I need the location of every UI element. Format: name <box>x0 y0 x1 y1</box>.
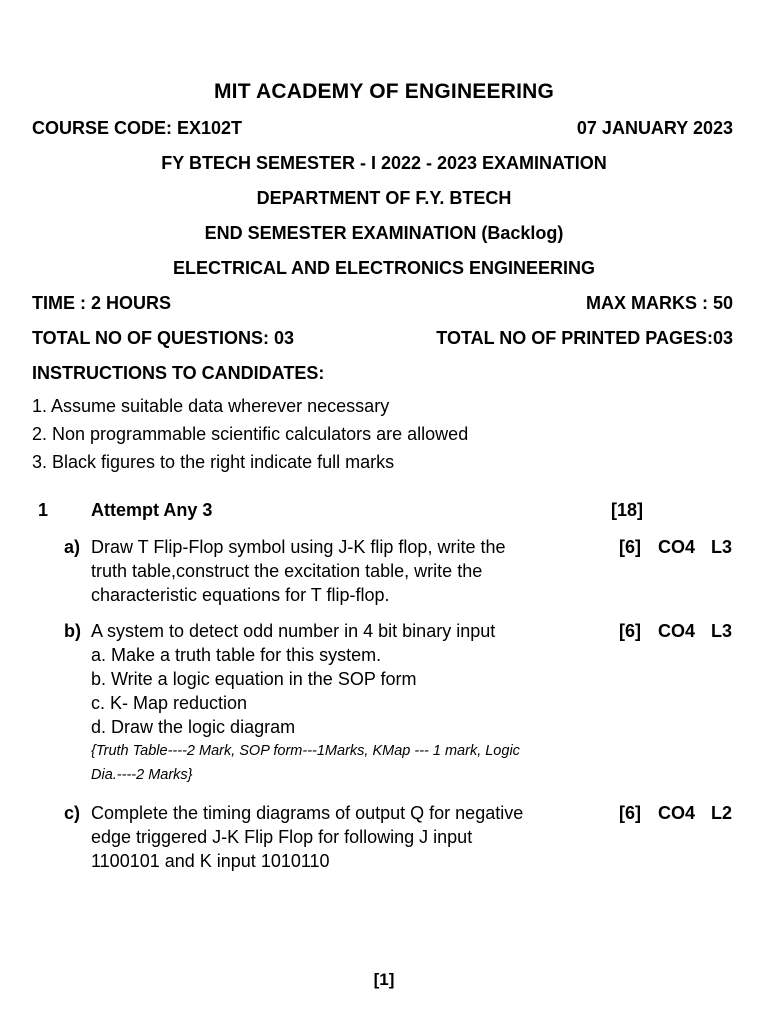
total-questions: TOTAL NO OF QUESTIONS: 03 <box>32 328 295 348</box>
part-a-marks: [6] <box>619 537 641 557</box>
part-c-text <box>91 801 523 873</box>
semester-exam-line: FY BTECH SEMESTER - I 2022 - 2023 EXAMINATION <box>161 153 607 173</box>
part-c-line: 1100101 and K input 1010110 <box>91 851 330 871</box>
part-a-label: a) <box>64 537 81 557</box>
part-c-label: c) <box>64 803 81 823</box>
part-b-line: d. Draw the logic diagram <box>91 717 296 737</box>
part-b-label: b) <box>64 621 81 641</box>
instruction-item: 1. Assume suitable data wherever necessary <box>32 396 390 416</box>
part-b-mark-scheme-note: {Truth Table----2 Mark, SOP form---1Marks, KMap --- 1 mark, Logic <box>91 743 520 759</box>
max-marks: MAX MARKS : 50 <box>585 293 733 313</box>
page-number: [1] <box>373 970 395 989</box>
question-title: Attempt Any 3 <box>91 500 213 520</box>
part-b-level: L3 <box>711 621 733 641</box>
part-b-mark-scheme-note: Dia.----2 Marks} <box>91 767 193 783</box>
part-b-co: CO4 <box>658 621 696 641</box>
part-b-line: a. Make a truth table for this system. <box>91 645 382 665</box>
department-line: DEPARTMENT OF F.Y. BTECH <box>256 188 512 208</box>
exam-time: TIME : 2 HOURS <box>32 293 172 313</box>
part-a-level: L3 <box>711 537 733 557</box>
institute-title: MIT ACADEMY OF ENGINEERING <box>213 80 555 103</box>
part-b-line: c. K- Map reduction <box>91 693 248 713</box>
part-b-text <box>91 619 520 787</box>
exam-date: 07 JANUARY 2023 <box>576 118 733 138</box>
part-c-marks: [6] <box>619 803 641 823</box>
course-code: COURSE CODE: EX102T <box>32 118 243 138</box>
part-c-co: CO4 <box>658 803 696 823</box>
subject-line: ELECTRICAL AND ELECTRONICS ENGINEERING <box>172 258 596 278</box>
total-pages: TOTAL NO OF PRINTED PAGES:03 <box>436 328 733 348</box>
instruction-item: 3. Black figures to the right indicate full marks <box>32 452 395 472</box>
part-a-line: Draw T Flip-Flop symbol using J-K flip flop, write the <box>91 537 506 557</box>
question-number: 1 <box>38 500 49 520</box>
part-a-line: characteristic equations for T flip-flop. <box>91 585 390 605</box>
part-c-line: Complete the timing diagrams of output Q for negative <box>91 803 524 823</box>
part-a-text <box>91 535 505 607</box>
part-a-line: truth table,construct the excitation table, write the <box>91 561 483 581</box>
part-c-line: edge triggered J-K Flip Flop for following J input <box>91 827 473 847</box>
exam-type-line: END SEMESTER EXAMINATION (Backlog) <box>204 223 564 243</box>
part-a-co: CO4 <box>658 537 696 557</box>
question-marks: [18] <box>611 500 644 520</box>
part-b-line: b. Write a logic equation in the SOP form <box>91 669 417 689</box>
instruction-item: 2. Non programmable scientific calculators are allowed <box>32 424 469 444</box>
part-b-marks: [6] <box>619 621 641 641</box>
part-c-level: L2 <box>711 803 733 823</box>
instructions-heading: INSTRUCTIONS TO CANDIDATES: <box>32 363 325 383</box>
part-b-line: A system to detect odd number in 4 bit binary input <box>91 621 496 641</box>
